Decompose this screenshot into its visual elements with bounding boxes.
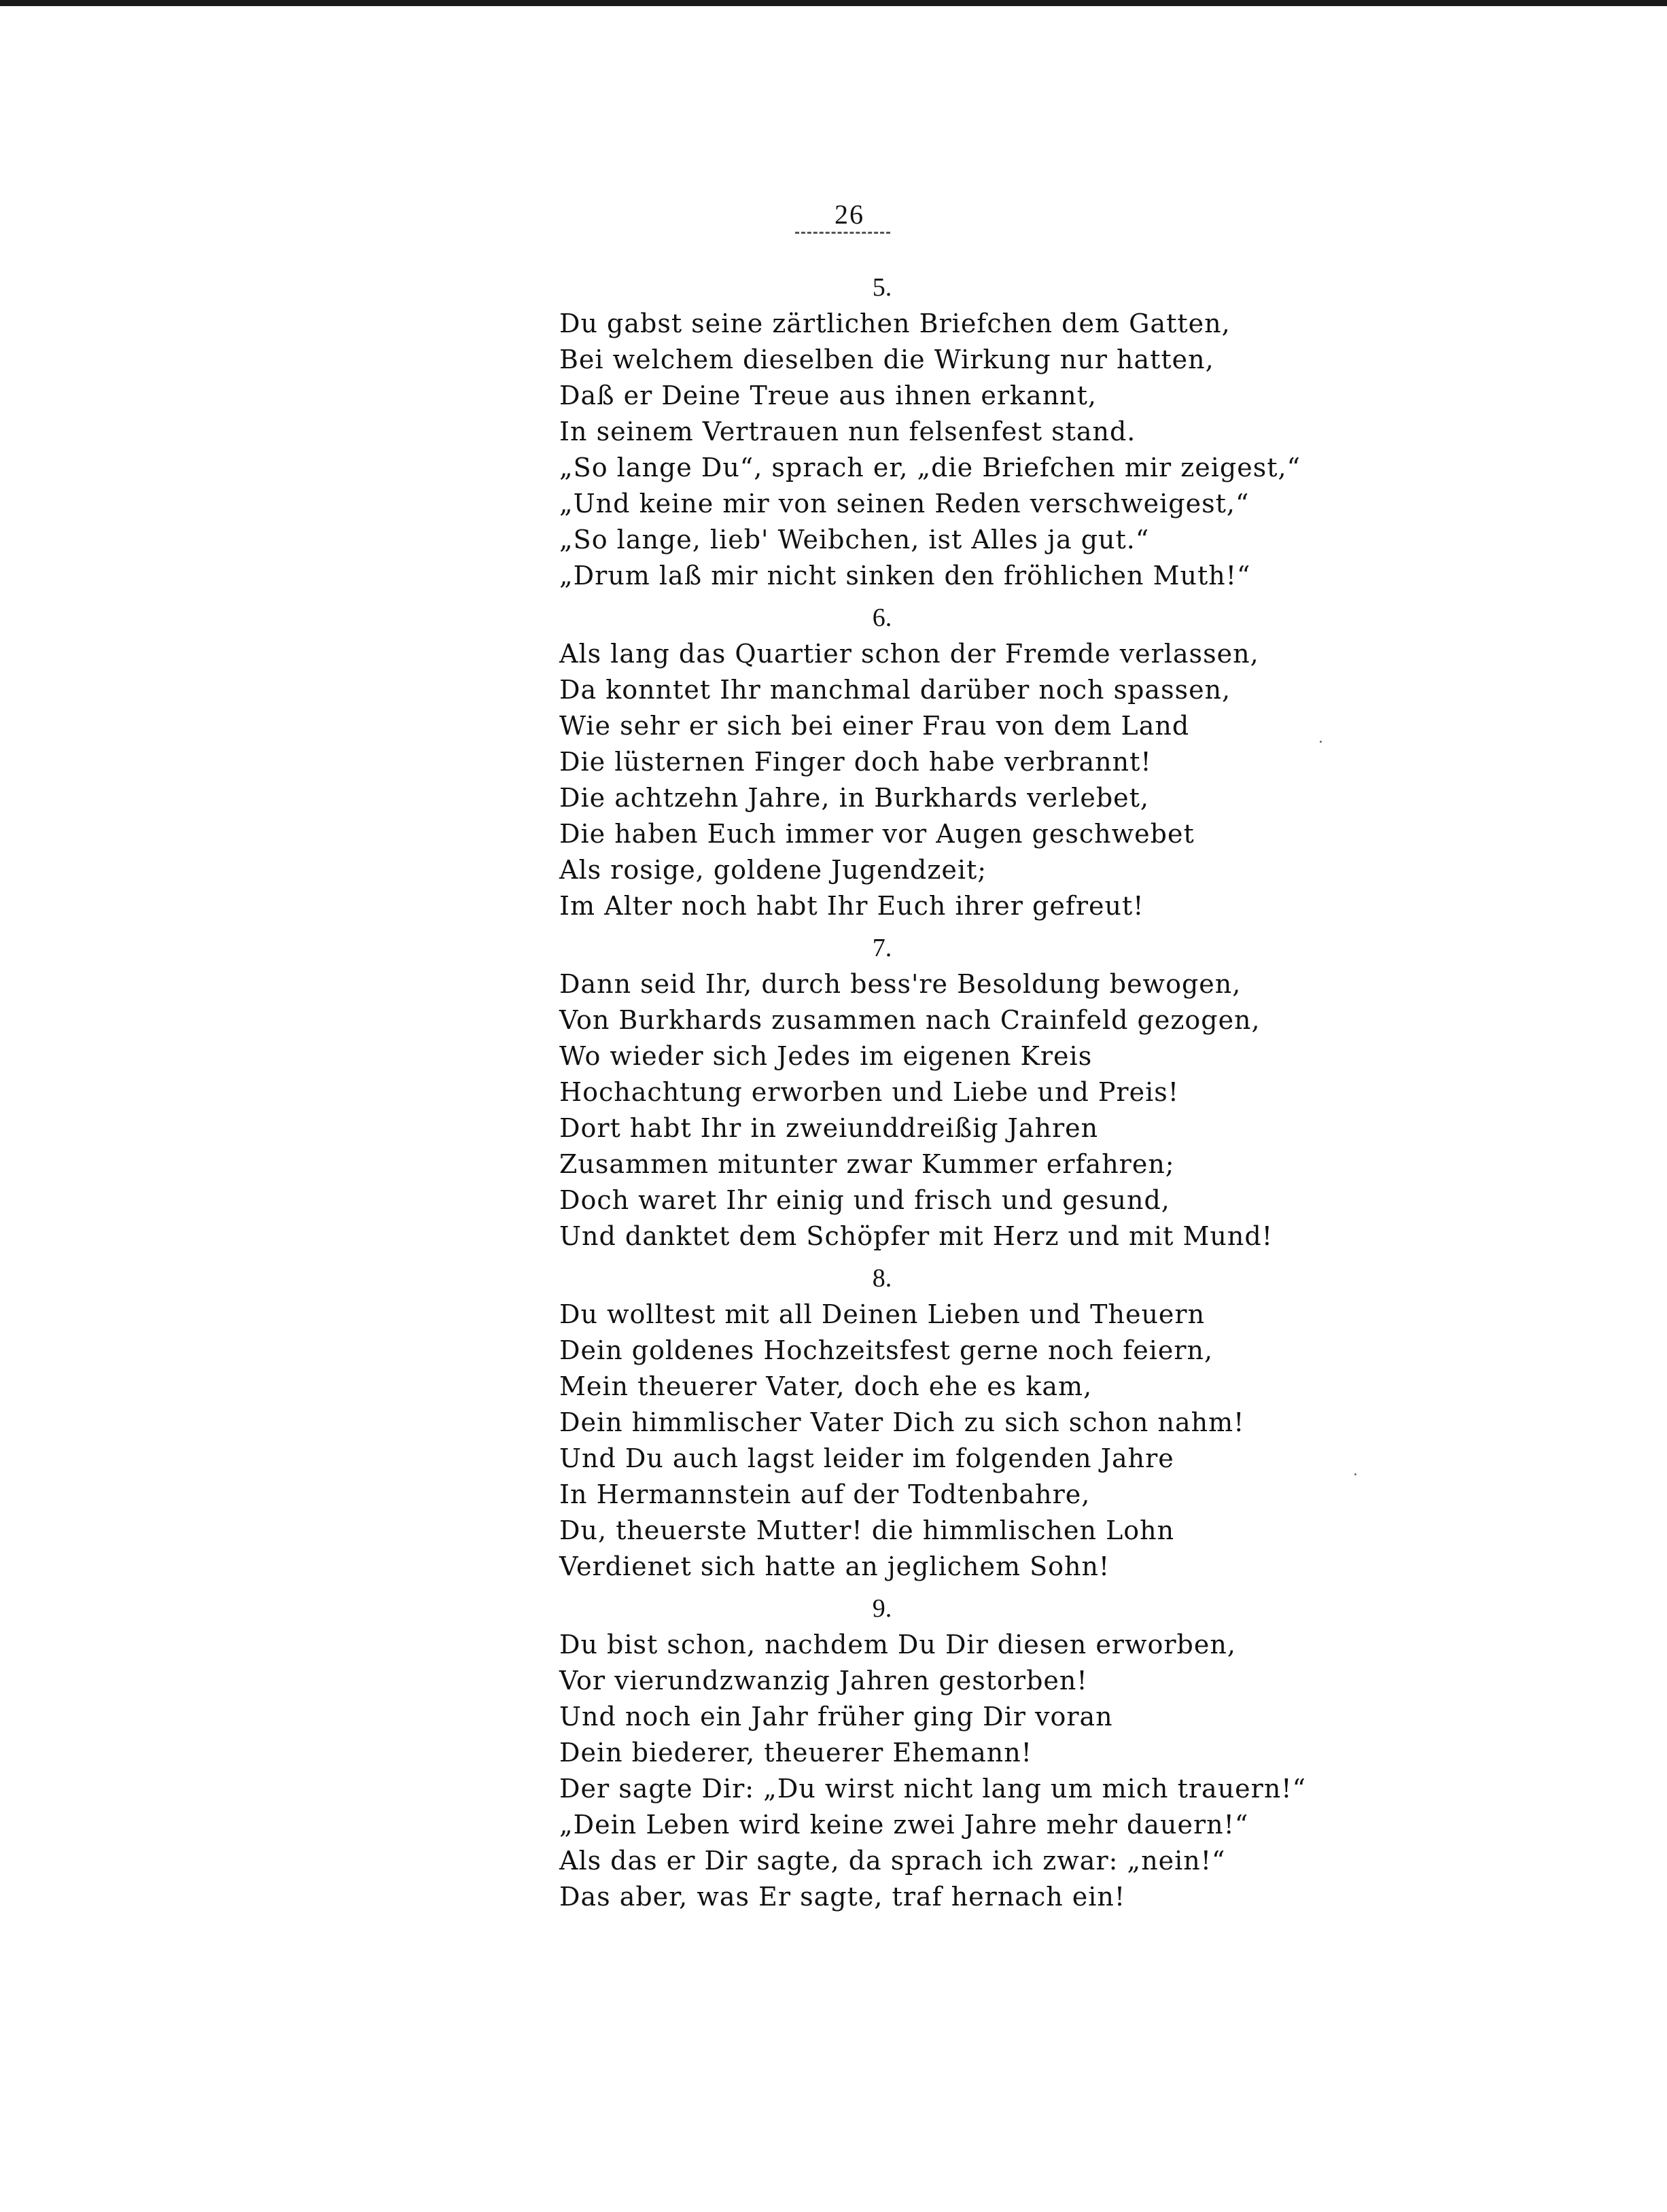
verse-line: „So lange, lieb' Weibchen, ist Alles ja gut.“ xyxy=(559,525,1150,555)
verse-line: Das aber, was Er sagte, traf hernach ein! xyxy=(559,1882,1126,1912)
verse-line: „Drum laß mir nicht sinken den fröhlichen Muth!“ xyxy=(559,561,1251,591)
verse-line: Und Du auch lagst leider im folgenden Jahre xyxy=(559,1443,1174,1473)
verse-line: Dann seid Ihr, durch bess're Besoldung bewogen, xyxy=(559,969,1242,999)
stanza-number: 8. xyxy=(872,1264,892,1293)
verse-line: In seinem Vertrauen nun felsenfest stand. xyxy=(559,417,1136,446)
verse-line: Bei welchem dieselben die Wirkung nur hatten, xyxy=(559,345,1214,374)
verse-line: Vor vierundzwanzig Jahren gestorben! xyxy=(559,1666,1088,1696)
scan-top-edge xyxy=(0,0,1667,6)
verse-line: Wo wieder sich Jedes im eigenen Kreis xyxy=(559,1041,1093,1071)
verse-line: Als das er Dir sagte, da sprach ich zwar: „nein!“ xyxy=(559,1846,1226,1876)
verse-line: Zusammen mitunter zwar Kummer erfahren; xyxy=(559,1149,1175,1179)
page-number-rule xyxy=(795,232,890,234)
verse-line: Du bist schon, nachdem Du Dir diesen erworben, xyxy=(559,1630,1236,1660)
stanza-6 xyxy=(559,599,1348,924)
verse-line: Die lüsternen Finger doch habe verbrannt! xyxy=(559,747,1152,777)
stanza-number: 7. xyxy=(872,934,892,962)
verse-line: Wie sehr er sich bei einer Frau von dem Land xyxy=(559,711,1190,741)
verse-line: Die achtzehn Jahre, in Burkhards verlebet, xyxy=(559,783,1149,813)
stanza-7 xyxy=(559,930,1348,1254)
verse-line: Und noch ein Jahr früher ging Dir voran xyxy=(559,1702,1113,1732)
page-number: 26 xyxy=(835,199,864,230)
scan-speck xyxy=(1354,1473,1356,1475)
scan-speck xyxy=(1320,741,1322,743)
stanza-number: 5. xyxy=(872,273,892,302)
verse-line: Die haben Euch immer vor Augen geschwebet xyxy=(559,819,1195,849)
verse-line: Mein theuerer Vater, doch ehe es kam, xyxy=(559,1371,1093,1401)
stanza-8 xyxy=(559,1260,1348,1585)
stanza-9 xyxy=(559,1590,1348,1915)
verse-line: Dein goldenes Hochzeitsfest gerne noch feiern, xyxy=(559,1335,1214,1365)
stanza-number: 9. xyxy=(872,1594,892,1623)
verse-line: Daß er Deine Treue aus ihnen erkannt, xyxy=(559,381,1097,410)
verse-line: Verdienet sich hatte an jeglichem Sohn! xyxy=(559,1551,1110,1581)
verse-line: Du wolltest mit all Deinen Lieben und Theuern xyxy=(559,1299,1206,1329)
verse-line: Und danktet dem Schöpfer mit Herz und mit Mund! xyxy=(559,1221,1273,1251)
verse-line: „Dein Leben wird keine zwei Jahre mehr dauern!“ xyxy=(559,1810,1249,1840)
verse-line: Als lang das Quartier schon der Fremde verlassen, xyxy=(559,639,1259,669)
verse-line: Im Alter noch habt Ihr Euch ihrer gefreut! xyxy=(559,891,1144,921)
verse-line: Du gabst seine zärtlichen Briefchen dem Gatten, xyxy=(559,309,1231,338)
poem xyxy=(559,269,1348,1920)
verse-line: Hochachtung erworben und Liebe und Preis! xyxy=(559,1077,1180,1107)
verse-line: Von Burkhards zusammen nach Crainfeld gezogen, xyxy=(559,1005,1261,1035)
verse-line: „So lange Du“, sprach er, „die Briefchen mir zeigest,“ xyxy=(559,453,1301,482)
verse-line: Der sagte Dir: „Du wirst nicht lang um mich trauern!“ xyxy=(559,1774,1307,1804)
stanza-5 xyxy=(559,269,1348,594)
verse-line: Dein biederer, theuerer Ehemann! xyxy=(559,1738,1032,1768)
stanza-number: 6. xyxy=(872,603,892,632)
verse-line: Doch waret Ihr einig und frisch und gesund, xyxy=(559,1185,1170,1215)
verse-line: Da konntet Ihr manchmal darüber noch spassen, xyxy=(559,675,1231,705)
verse-line: Als rosige, goldene Jugendzeit; xyxy=(559,855,987,885)
verse-line: Dort habt Ihr in zweiunddreißig Jahren xyxy=(559,1113,1099,1143)
verse-line: „Und keine mir von seinen Reden verschweigest,“ xyxy=(559,489,1250,519)
verse-line: In Hermannstein auf der Todtenbahre, xyxy=(559,1479,1091,1509)
verse-line: Dein himmlischer Vater Dich zu sich schon nahm! xyxy=(559,1407,1245,1437)
verse-line: Du, theuerste Mutter! die himmlischen Lohn xyxy=(559,1515,1175,1545)
